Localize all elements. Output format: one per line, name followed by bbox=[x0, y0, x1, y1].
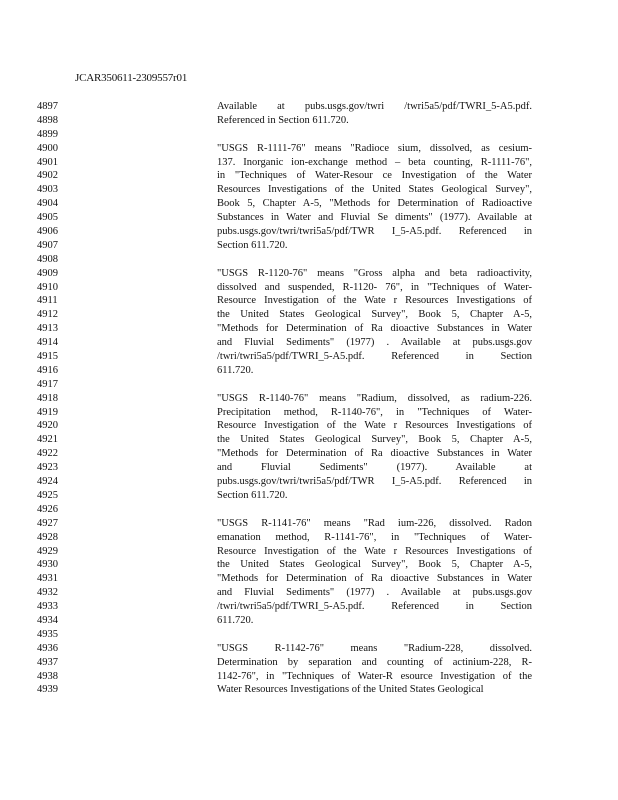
line-number: 4917 bbox=[37, 378, 58, 390]
text-line: Resource Investigation of the Wate r Resources Investigations of bbox=[217, 545, 532, 557]
paragraph bbox=[217, 267, 532, 378]
line-number: 4900 bbox=[37, 142, 58, 154]
line-number: 4937 bbox=[37, 656, 58, 668]
text-line: "Methods for Determination of Ra dioactive Substances in Water bbox=[217, 573, 532, 585]
text-line: "Methods for Determination of Ra dioactive Substances in Water bbox=[217, 448, 532, 460]
line-number: 4934 bbox=[37, 614, 58, 626]
line-number: 4897 bbox=[37, 101, 58, 112]
line-number: 4925 bbox=[37, 489, 58, 501]
text-line: pubs.usgs.gov/twri/twri5a5/pdf/TWR I_5-A5.pdf. Referenced in bbox=[217, 226, 532, 238]
text-line: "USGS R-1141-76" means "Rad ium-226, dissolved. Radon bbox=[217, 517, 532, 529]
line-number: 4930 bbox=[37, 559, 58, 571]
text-line: "USGS R-1142-76" means "Radium-228, dissolved. bbox=[217, 642, 532, 654]
line-number: 4921 bbox=[37, 434, 58, 446]
line-number: 4920 bbox=[37, 420, 58, 432]
text-line: and Fluvial Sediments" (1977) . Available at pubs.usgs.gov bbox=[217, 587, 532, 599]
text-line: "Methods for Determination of Ra dioactive Substances in Water bbox=[217, 323, 532, 335]
text-line: 611.720. bbox=[217, 364, 254, 376]
text-line: emanation method, R-1141-76", in "Techniques of Water- bbox=[217, 531, 532, 543]
text-line: Available at pubs.usgs.gov/twri /twri5a5/pdf/TWRI_5-A5.pdf. bbox=[217, 101, 532, 112]
text-line: Precipitation method, R-1140-76", in "Techniques of Water- bbox=[217, 406, 532, 418]
text-line: dissolved and suspended, R-1120- 76", in "Techniques of Water- bbox=[217, 281, 532, 293]
line-number: 4938 bbox=[37, 670, 58, 682]
text-line: in "Techniques of Water-Resour ce Investigation of the Water bbox=[217, 170, 532, 182]
blank-line bbox=[217, 253, 532, 267]
document-id-header: JCAR350611-2309557r01 bbox=[75, 72, 188, 84]
line-number: 4935 bbox=[37, 628, 58, 640]
text-line: 611.720. bbox=[217, 614, 254, 626]
line-number: 4936 bbox=[37, 642, 58, 654]
text-line: Substances in Water and Fluvial Se diments" (1977). Available at bbox=[217, 212, 532, 224]
line-number-column bbox=[37, 100, 77, 697]
line-number: 4902 bbox=[37, 170, 58, 182]
line-number: 4927 bbox=[37, 517, 58, 529]
text-line: "USGS R-1120-76" means "Gross alpha and beta radioactivity, bbox=[217, 267, 532, 279]
text-line: the United States Geological Survey", Book 5, Chapter A-5, bbox=[217, 434, 532, 446]
line-number: 4899 bbox=[37, 128, 58, 140]
line-number: 4929 bbox=[37, 545, 58, 557]
blank-line bbox=[217, 378, 532, 392]
line-number: 4907 bbox=[37, 239, 58, 251]
line-number: 4919 bbox=[37, 406, 58, 418]
line-number: 4933 bbox=[37, 601, 58, 613]
line-number: 4931 bbox=[37, 573, 58, 585]
text-line: Section 611.720. bbox=[217, 489, 288, 501]
line-number: 4914 bbox=[37, 337, 58, 349]
line-number: 4926 bbox=[37, 503, 58, 515]
line-number: 4908 bbox=[37, 253, 58, 265]
line-number: 4912 bbox=[37, 309, 58, 321]
text-line: "USGS R-1111-76" means "Radioce sium, dissolved, as cesium- bbox=[217, 142, 532, 154]
text-line: "USGS R-1140-76" means "Radium, dissolved, as radium-226. bbox=[217, 392, 532, 404]
text-line: Referenced in Section 611.720. bbox=[217, 114, 349, 126]
text-line: Section 611.720. bbox=[217, 239, 288, 251]
line-number: 4932 bbox=[37, 587, 58, 599]
paragraph bbox=[217, 517, 532, 628]
text-line: Water Resources Investigations of the United States Geological bbox=[217, 684, 484, 696]
line-number: 4898 bbox=[37, 114, 58, 126]
paragraph bbox=[217, 392, 532, 503]
text-line: 1142-76", in "Techniques of Water-R esource Investigation of the bbox=[217, 670, 532, 682]
blank-line bbox=[217, 128, 532, 142]
line-number: 4939 bbox=[37, 684, 58, 696]
line-number: 4910 bbox=[37, 281, 58, 293]
line-number: 4903 bbox=[37, 184, 58, 196]
line-number: 4924 bbox=[37, 476, 58, 488]
paragraph bbox=[217, 642, 532, 698]
text-line: /twri/twri5a5/pdf/TWRI_5-A5.pdf. Referenced in Section bbox=[217, 601, 532, 613]
text-line: Book 5, Chapter A-5, "Methods for Determination of Radioactive bbox=[217, 198, 532, 210]
text-line: 137. Inorganic ion-exchange method – beta counting, R-1111-76", bbox=[217, 156, 532, 168]
text-line: Resource Investigation of the Wate r Resources Investigations of bbox=[217, 420, 532, 432]
line-number: 4906 bbox=[37, 226, 58, 238]
blank-line bbox=[217, 503, 532, 517]
line-number: 4923 bbox=[37, 462, 58, 474]
blank-line bbox=[217, 628, 532, 642]
line-number: 4913 bbox=[37, 323, 58, 335]
line-number: 4918 bbox=[37, 392, 58, 404]
text-line: pubs.usgs.gov/twri/twri5a5/pdf/TWR I_5-A5.pdf. Referenced in bbox=[217, 476, 532, 488]
line-number: 4928 bbox=[37, 531, 58, 543]
line-number: 4922 bbox=[37, 448, 58, 460]
line-number: 4911 bbox=[37, 295, 58, 307]
text-line: Determination by separation and counting of actinium-228, R- bbox=[217, 656, 532, 668]
line-number: 4901 bbox=[37, 156, 58, 168]
text-line: /twri/twri5a5/pdf/TWRI_5-A5.pdf. Referenced in Section bbox=[217, 351, 532, 363]
line-number: 4904 bbox=[37, 198, 58, 210]
paragraph bbox=[217, 142, 532, 253]
line-number: 4905 bbox=[37, 212, 58, 224]
text-line: the United States Geological Survey", Book 5, Chapter A-5, bbox=[217, 559, 532, 571]
document-body bbox=[217, 100, 532, 697]
line-number: 4915 bbox=[37, 351, 58, 363]
text-line: the United States Geological Survey", Book 5, Chapter A-5, bbox=[217, 309, 532, 321]
line-number: 4916 bbox=[37, 364, 58, 376]
text-line: and Fluvial Sediments" (1977). Available at bbox=[217, 462, 532, 474]
text-line: Resources Investigations of the United States Geological Survey", bbox=[217, 184, 532, 196]
line-number: 4909 bbox=[37, 267, 58, 279]
text-line: and Fluvial Sediments" (1977) . Available at pubs.usgs.gov bbox=[217, 337, 532, 349]
text-line: Resource Investigation of the Wate r Resources Investigations of bbox=[217, 295, 532, 307]
paragraph bbox=[217, 100, 532, 128]
